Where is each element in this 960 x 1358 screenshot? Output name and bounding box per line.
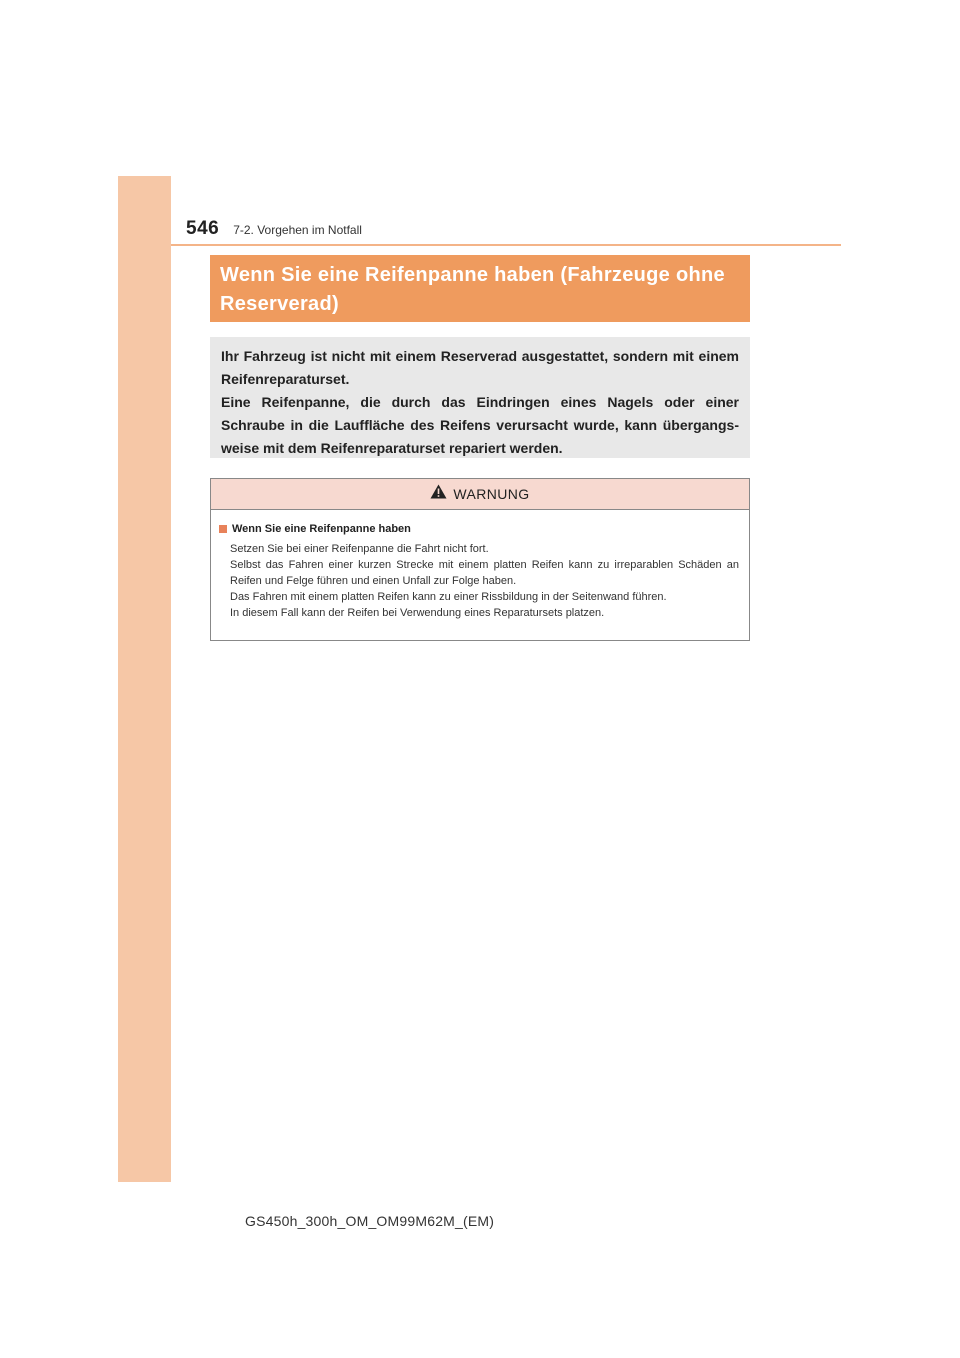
title-box: [210, 255, 750, 322]
title-line-1: Wenn Sie eine Reifenpanne haben (Fahrzeuge ohne: [220, 264, 725, 286]
warning-triangle-icon: [430, 484, 447, 504]
warning-line-1: Setzen Sie bei einer Reifenpanne die Fahrt nicht fort.: [230, 543, 489, 555]
side-band: [118, 176, 171, 1182]
intro-paragraph-2: Eine Reifenpanne, die durch das Eindringen eines Nagels oder einer Schraube in die Lauffläche des Reifens verursacht wurde, kann übergangs-weise mit dem Reifenreparaturset repariert werden.: [221, 394, 739, 456]
warning-line-3: Das Fahren mit einem platten Reifen kann zu einer Rissbildung in der Seitenwand führen.: [230, 591, 667, 603]
intro-paragraph-1: Ihr Fahrzeug ist nicht mit einem Reserverad ausgestattet, sondern mit einem Reifenreparaturset.: [221, 348, 739, 387]
intro-box: [210, 337, 750, 458]
warning-body: [211, 510, 749, 621]
warning-subheading-text: Wenn Sie eine Reifenpanne haben: [232, 523, 411, 535]
warning-line-2: Selbst das Fahren einer kurzen Strecke mit einem platten Reifen kann zu irreparablen Schäden an Reifen und Felge führen und einen Unfall zur Folge haben.: [230, 559, 739, 587]
warning-header: [211, 479, 749, 510]
warning-subheading: [219, 523, 739, 535]
warning-label: WARNUNG: [453, 486, 530, 502]
section-title: 7-2. Vorgehen im Notfall: [233, 223, 362, 237]
square-bullet-icon: [219, 525, 227, 533]
title-line-2: Reserverad): [220, 293, 339, 315]
page-header: [186, 218, 362, 240]
warning-text: [219, 541, 739, 621]
warning-box: [210, 478, 750, 641]
page-number: 546: [186, 218, 220, 239]
header-divider: [171, 244, 841, 246]
warning-line-4: In diesem Fall kann der Reifen bei Verwendung eines Reparatursets platzen.: [230, 607, 605, 619]
footer-code: GS450h_300h_OM_OM99M62M_(EM): [245, 1213, 495, 1229]
